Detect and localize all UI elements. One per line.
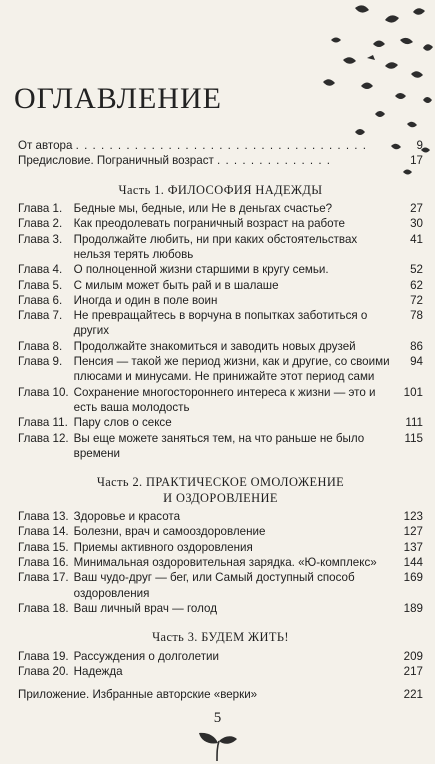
page-ref: 17 [410,154,423,168]
chapter-label: Глава 20. [18,665,69,679]
chapter-label: Глава 9. [18,355,63,369]
table-of-contents [18,138,423,703]
part-3-heading: Часть 3. БУДЕМ ЖИТЬ! [152,630,289,645]
chapter-label: Глава 17. [18,571,69,585]
page-ref: 221 [403,688,423,702]
chapter-title: Рассуждения о долголетии [73,649,219,663]
page-ref: 111 [405,416,423,430]
toc-entry[interactable] [18,385,423,416]
page-ref: 27 [410,202,423,216]
chapter-title: Приемы активного оздоровления [73,540,253,554]
page-number: 5 [213,710,222,726]
toc-entry[interactable] [18,354,423,385]
chapter-title: Не превращайтесь в ворчуна в попытках заботиться о других [73,309,368,338]
chapter-title: Ваш чудо-друг — бег, или Самый доступный способ оздоровления [73,571,355,600]
toc-entry-appendix[interactable] [18,687,423,702]
toc-entry[interactable] [18,664,423,679]
toc-entry-text: Приложение. Избранные авторские «верки» [18,688,258,702]
chapter-title: С милым может быть рай и в шалаше [73,278,279,292]
chapter-label: Глава 12. [18,431,69,445]
part-2-chapters [18,509,423,616]
chapter-title: Болезни, врач и самооздоровление [73,525,266,539]
page-ref: 189 [403,601,423,615]
page-ref: 209 [403,649,423,663]
chapter-title: Сохранение многостороннего интереса к жизни — это и есть ваша молодость [73,385,376,414]
chapter-label: Глава 2. [18,217,63,231]
chapter-title: Пенсия — такой же период жизни, как и другие, со своими плюсами и минусами. Не принижайте этот период сами [73,355,390,384]
chapter-label: Глава 16. [18,556,69,570]
chapter-label: Глава 8. [18,339,63,353]
toc-entry[interactable] [18,339,423,354]
toc-entry[interactable] [18,262,423,277]
chapter-label: Глава 10. [18,385,69,399]
chapter-title: Пару слов о сексе [73,416,172,430]
toc-entry-text: От автора [18,139,73,152]
toc-entry[interactable] [18,509,423,524]
part-1-heading: Часть 1. ФИЛОСОФИЯ НАДЕЖДЫ [118,182,323,197]
part-2-heading [18,475,423,506]
page-ref: 123 [403,510,423,524]
chapter-label: Глава 5. [18,278,63,292]
toc-entry[interactable] [18,524,423,539]
chapter-label: Глава 7. [18,309,63,323]
chapter-title: Ваш личный врач — голод [73,601,217,615]
chapter-title: О полноценной жизни старшими в кругу семьи. [73,263,329,277]
toc-entry-preface[interactable] [18,153,423,168]
part-2-heading-line2: И ОЗДОРОВЛЕНИЕ [163,490,278,505]
page-ref: 144 [403,556,423,570]
chapter-label: Глава 3. [18,232,63,246]
sprout-icon [195,727,239,763]
page-ref: 217 [403,665,423,679]
chapter-title: Здоровье и красота [73,510,181,524]
toc-entry[interactable] [18,540,423,555]
chapter-label: Глава 19. [18,649,69,663]
page-ref: 52 [410,263,423,277]
chapter-label: Глава 18. [18,601,69,615]
toc-entry[interactable] [18,293,423,308]
dot-leader: . . . . . . . . . . . . . . [217,154,332,168]
chapter-title: Надежда [73,665,123,679]
page-title: ОГЛАВЛЕНИЕ [14,82,222,115]
toc-entry[interactable] [18,601,423,616]
part-2-heading-line1: Часть 2. ПРАКТИЧЕСКОЕ ОМОЛОЖЕНИЕ [96,475,345,490]
chapter-title: Иногда и один в поле воин [73,293,218,307]
page-ref: 41 [410,232,423,246]
toc-entry[interactable] [18,570,423,601]
toc-entry[interactable] [18,201,423,216]
page-ref: 169 [403,571,423,585]
page-ref: 30 [410,217,423,231]
toc-entry[interactable] [18,232,423,263]
chapter-title: Вы еще можете заняться тем, на что раньше не было времени [73,431,365,460]
toc-entry[interactable] [18,555,423,570]
dot-leader: . . . . . . . . . . . . . . . . . . . . . . . . . . . . . . . . . . . [75,139,367,152]
page-ref: 72 [410,293,423,307]
page-ref: 127 [403,525,423,539]
toc-entry-author[interactable] [18,138,423,153]
toc-entry-text: Предисловие. Пограничный возраст [18,154,214,168]
chapter-title: Как преодолевать пограничный возраст на работе [73,217,345,231]
chapter-title: Продолжайте знакомиться и заводить новых друзей [73,339,356,353]
chapter-label: Глава 4. [18,263,63,277]
part-1-chapters [18,201,423,461]
chapter-label: Глава 1. [18,202,63,216]
page-ref: 94 [410,355,423,369]
toc-entry[interactable] [18,308,423,339]
page-ref: 78 [410,309,423,323]
page-ref: 86 [410,339,423,353]
chapter-title: Бедные мы, бедные, или Не в деньгах счастье? [73,202,333,216]
page-ref: 101 [403,385,423,399]
chapter-label: Глава 13. [18,510,69,524]
toc-entry[interactable] [18,415,423,430]
toc-entry[interactable] [18,278,423,293]
page-ref: 137 [403,540,423,554]
chapter-label: Глава 14. [18,525,69,539]
page-ref: 62 [410,278,423,292]
page-ref: 115 [404,431,423,445]
chapter-title: Минимальная оздоровительная зарядка. «Ю-комплекс» [73,556,377,570]
chapter-label: Глава 11. [18,416,68,430]
chapter-label: Глава 6. [18,293,63,307]
part-3-chapters [18,649,423,680]
page-ref: 9 [416,139,423,152]
toc-entry[interactable] [18,216,423,231]
toc-entry[interactable] [18,431,423,462]
chapter-label: Глава 15. [18,540,69,554]
toc-entry[interactable] [18,649,423,664]
chapter-title: Продолжайте любить, ни при каких обстоятельствах нельзя терять любовь [73,232,358,261]
